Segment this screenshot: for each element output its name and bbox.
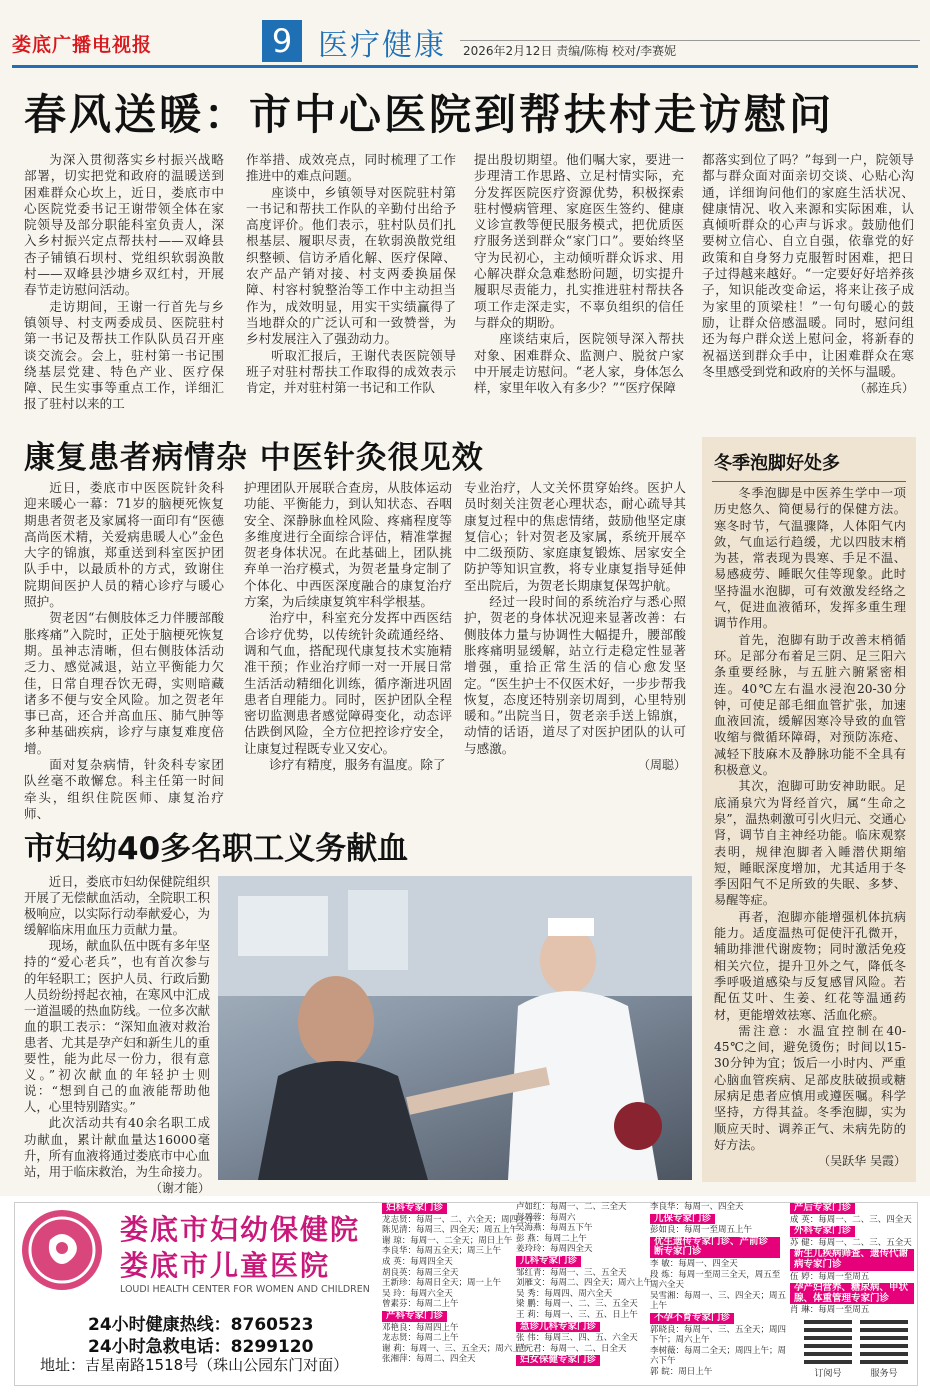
schedule-row: 刘雁文：每周二、四全天；周六上午 <box>516 1278 653 1289</box>
schedule-row: 卢如红：每周一、二、三全天 <box>516 1202 627 1212</box>
schedule-row: 成 英：每周四全天 <box>382 1256 453 1267</box>
schedule-row: 范元君：每周一、二、日全天 <box>516 1343 627 1354</box>
schedule-row: 张湘萍：每周二、四全天 <box>382 1354 476 1365</box>
article2-headline: 康复患者病情杂 中医针灸很见效 <box>24 440 484 476</box>
article1-byline: （郝连兵） <box>853 381 914 396</box>
article3-paragraph: 此次活动共有40余名职工成功献血，累计献血量达16000毫升，所有血液将通过娄底市中心血站，用于临床救治，为生命接力。 <box>24 1115 210 1179</box>
article2-column-3 <box>464 480 686 773</box>
sidebar-title: 冬季泡脚好处多 <box>714 453 840 474</box>
section-title: 医疗健康 <box>318 28 446 63</box>
divider <box>712 481 906 482</box>
hospital-name: 娄底市妇幼保健院 <box>120 1213 361 1246</box>
divider <box>460 40 920 41</box>
masthead <box>0 0 930 72</box>
qr-code-service-icon <box>860 1316 908 1364</box>
schedule-heading: 外科专家门诊 <box>790 1226 855 1237</box>
article2-paragraph: 专业治疗，人文关怀贯穿始终。医护人员时刻关注贺老心理状态，耐心疏导其康复过程中的焦虑情绪，鼓励他坚定康复信心；针对贺老及家属，系统开展卒中二级预防、家庭康复锻炼、居家安全防护等知识宣教，将专业康复指导延伸至出院后，为贺老长期康复保驾护航。 <box>464 480 686 593</box>
article1-column-4 <box>702 152 914 396</box>
dateline: 2026年2月12日 责编/陈梅 校对/李赛妮 <box>463 44 677 58</box>
emergency-hotline: 24小时急救电话：8299120 <box>88 1337 314 1357</box>
schedule-heading: 产后专家门诊 <box>790 1203 855 1214</box>
article2-column-1 <box>24 480 224 822</box>
sidebar-paragraph: 首先，泡脚有助于改善末梢循环。足部分布着足三阴、足三阳六条重要经脉，与五脏六腑紧密相连。40℃左右温水浸泡20-30分钟，可使足部毛细血管扩张，加速血液回流，缓解因寒冷导致的血管收缩与微循环障碍，对预防冻疮、减轻下肢麻木及静脉功能不全具有积极意义。 <box>714 632 906 778</box>
article1-paragraph: 走访期间，王谢一行首先与乡镇领导、村支两委成员、医院驻村第一书记及帮扶工作队队员召开座谈交流会。会上，驻村第一书记围绕基层党建、特色产业、医疗保障、民生实事等重点工作，详细汇报了驻村以来的工 <box>24 298 224 412</box>
schedule-row: 谢 琼：每周一、二全天；周日上午 <box>382 1235 513 1246</box>
schedule-heading: 妇科专家门诊 <box>382 1203 447 1214</box>
schedule-column-3 <box>650 1202 786 1378</box>
schedule-row: 曾素芬：每周二上午 <box>382 1299 459 1310</box>
article1-paragraph: 听取汇报后，王谢代表医院领导班子对驻村帮扶工作取得的成效表示肯定，并对驻村第一书记和工作队 <box>246 347 456 396</box>
article1-column-2 <box>246 152 456 396</box>
article2-paragraph: 面对复杂病情，针灸科专家团队丝毫不敢懈怠。科主任第一时间牵头，组织住院医师、康复治疗师、 <box>24 757 224 821</box>
schedule-row: 龙志贤：每周一、二、六全天；周四上午 <box>382 1214 536 1225</box>
blood-donation-photo <box>218 876 692 1180</box>
health-hotline: 24小时健康热线：8760523 <box>88 1315 314 1335</box>
article2-column-2 <box>244 480 452 773</box>
schedule-row: 王新珍：每周日全天；周一上午 <box>382 1278 502 1289</box>
article3-headline: 市妇幼40多名职工义务献血 <box>24 831 409 867</box>
schedule-heading: 妇女保健专家门诊 <box>516 1355 600 1366</box>
schedule-column-4 <box>790 1202 916 1316</box>
article2-paragraph: 经过一段时间的系统治疗与悉心照护，贺老的身体状况迎来显著改善：右侧肢体力量与协调性大幅提升，腰部酸胀疼痛明显缓解，站立行走稳定性显著增强，重拾正常生活的信心愈发坚定。“医生护士不仅医术好，一步步帮我恢复，态度还特别亲切周到，心里特别暖和。”出院当日，贺老亲手送上锦旗，动情的话语，道尽了对医护团队的认可与感激。 <box>464 594 686 756</box>
schedule-heading: 产科专家门诊 <box>382 1311 447 1322</box>
schedule-column-1 <box>382 1202 536 1365</box>
schedule-row: 彭如良：每周一至周五上午 <box>650 1225 753 1236</box>
schedule-row: 成 英：每周一、二、三、四全天 <box>790 1214 912 1225</box>
schedule-row: 陈见清：每周三、四全天；周五上午 <box>382 1225 519 1236</box>
schedule-heading: 新生儿疾病筛查、遗传代谢病专家门诊 <box>790 1249 914 1270</box>
schedule-row: 郭 皖：周日上午 <box>650 1366 713 1377</box>
schedule-row: 郭晓良：每周一、三、五全天；周四下午；周六上午 <box>650 1324 787 1346</box>
qr-label: 服务号 <box>870 1369 898 1379</box>
schedule-row: 谢 莉：每周一、三、五全天；周六上午 <box>382 1343 530 1354</box>
article2-paragraph: 护理团队开展联合查房，从肢体运动功能、平衡能力，到认知状态、吞咽安全、深静脉血栓风险、疼痛程度等多维度进行全面综合评估，精准掌握贺老身体状况。在此基础上，团队挑弃单一治疗模式，为贺老量身定制了个体化、中西医深度融合的康复治疗方案，为后续康复筑牢科学根基。 <box>244 480 452 610</box>
article3-paragraph: 现场，献血队伍中既有多年坚持的“爱心老兵”，也有首次参与的年轻职工；医护人员、行政后勤人员纷纷捋起衣袖，在寒风中汇成一道温暖的热血防线。一位多次献血的职工表示：“深知血液对救治患者、尤其是孕产妇和新生儿的重要性，能为此尽一份力，很有意义。”初次献血的年轻护士则说：“想到自己的血液能帮助他人，心里特别踏实。” <box>24 938 210 1115</box>
schedule-heading: 急诊儿科专家门诊 <box>516 1322 600 1333</box>
schedule-column-2 <box>516 1202 653 1367</box>
schedule-heading: 儿保专家门诊 <box>650 1214 715 1225</box>
sidebar-paragraph: 冬季泡脚是中医养生学中一项历史悠久、简便易行的保健方法。寒冬时节，气温骤降，人体阳气内敛，气血运行趋缓，尤以四肢末梢为甚，常表现为畏寒、手足不温、易感疲劳、睡眠欠佳等现象。此时坚持温水泡脚，可有效激发经络之气，促进血液循环，发挥多重生理调节作用。 <box>714 486 906 631</box>
schedule-row: 李良华：每周五全天；周三上午 <box>382 1246 502 1257</box>
article1-paragraph: 座谈结束后，医院领导深入帮扶对象、困难群众、监测户、脱贫户家中开展走访慰问。“老人家，身体怎么样，家里年收入有多少？”“医疗保障 <box>474 331 684 396</box>
article2-paragraph: 近日，娄底市中医医院针灸科迎来暖心一幕：71岁的脑梗死恢复期患者贺老及家属将一面印有“医德高尚医术精，关爱病患暖人心”金色大字的锦旗，郑重送到科室医护团队手中，以最质朴的方式，致谢住院期间医护人员的精心诊疗与暖心照护。 <box>24 480 224 610</box>
schedule-row: 邹红青：每周一、三、五全天 <box>516 1267 627 1278</box>
schedule-row: 伍 婷：每周一至周五 <box>790 1271 870 1282</box>
article1-paragraph: 为深入贯彻落实乡村振兴战略部署，切实把党和政府的温暖送到困难群众心坎上，近日，娄底市中心医院党委书记王谢带领全体在家院领导及部分职能科室负责人，深入乡村振兴定点帮扶村——双峰县杏子铺镇石坝村、党组织软弱涣散村——双峰县沙塘乡双红村，开展春节走访慰问活动。 <box>24 152 224 298</box>
schedule-heading: 儿科专家门诊 <box>516 1256 581 1267</box>
schedule-row: 王 莉：每周一、三、五、日上午 <box>516 1309 638 1320</box>
schedule-row: 邓艳良：每周四上午 <box>382 1322 459 1333</box>
article2-byline: （周聪） <box>637 758 686 773</box>
sidebar-body <box>714 485 906 1169</box>
schedule-row: 张 伟：每周三、四、五、六全天 <box>516 1333 638 1344</box>
schedule-heading: 不孕不育专家门诊 <box>650 1313 734 1324</box>
article2-paragraph: 治疗中，科室充分发挥中西医结合诊疗优势，以传统针灸疏通经络、调和气血，搭配现代康复技术实施精准干预；作业治疗师一对一开展日常生活活动精细化训练，循序渐进巩固患者自理能力。同时，医护团队全程密切监测患者感觉障碍变化，动态评估跌倒风险，全方位把控诊疗安全，让康复过程既专业又安心。 <box>244 610 452 756</box>
hospital-address: 地址：吉星南路1518号（珠山公园东门对面） <box>40 1356 349 1374</box>
article2-paragraph: 贺老因“右侧肢体乏力伴腰部酸胀疼痛”入院时，正处于脑梗死恢复期。虽神志清晰，但右侧肢体活动乏力、感觉减退，站立平衡能力欠佳，日常自理吞饮无碍，实则暗藏诸多不便与安全风险。加之贺老年事已高，还合并高血压、肺气肿等多种基础疾病，诊疗与康复难度倍增。 <box>24 610 224 756</box>
schedule-row: 彭碧蓉：每周六 <box>516 1212 576 1223</box>
photo-illustration <box>218 876 692 1180</box>
article3-paragraph: 近日，娄底市妇幼保健院组织开展了无偿献血活动，全院职工积极响应，以实际行动奉献爱心，为缓解临床用血压力贡献力量。 <box>24 874 210 938</box>
schedule-row: 吴 玲：每周六全天 <box>382 1288 453 1299</box>
schedule-row: 段 炼：每周一至周三全天，周五至周六全天 <box>650 1269 781 1291</box>
schedule-row: 彭 燕：每周二上午 <box>516 1233 587 1244</box>
schedule-row: 李 敏：每周一、四全天 <box>650 1258 738 1269</box>
schedule-row: 肖 琳：每周一至周五 <box>790 1305 870 1316</box>
schedule-row: 吴 秀：每周四、周六全天 <box>516 1288 613 1299</box>
article1-headline: 春风送暖：市中心医院到帮扶村走访慰问 <box>24 90 835 139</box>
sidebar-paragraph: 其次，泡脚可助安神助眠。足底涌泉穴为肾经首穴，属“生命之泉”，温热刺激可引火归元、交通心肾，调节自主神经功能。临床观察表明，规律泡脚者入睡潜伏期缩短，睡眠深度增加，尤其适用于冬季因阳气不足所致的失眠、多梦、易醒等症。 <box>714 779 906 908</box>
schedule-row: 龙志贤：每周二上午 <box>382 1333 459 1344</box>
schedule-heading: 优生遗传专家门诊、产前诊断专家门诊 <box>650 1237 780 1258</box>
schedule-row: 李树薇：每周二全天；周四上午；周六下午 <box>650 1345 787 1367</box>
article1-paragraph: 座谈中，乡镇领导对医院驻村第一书记和帮扶工作队的辛勤付出给予高度评价。他们表示，驻村队员们扎根基层、履职尽责，在软弱涣散党组织整顿、信访矛盾化解、医疗保障、农产品产销对接、村支两委换届保障、村容村貌整治等工作中主动担当作为，成效明显，用实干实绩赢得了当地群众的广泛认可和一致赞誉，为乡村发展注入了强劲动力。 <box>246 184 456 347</box>
article3-byline: （谢才能） <box>149 1180 210 1195</box>
article1-column-3 <box>474 152 684 396</box>
paper-name: 娄底广播电视报 <box>12 34 153 56</box>
article1-paragraph: 提出殷切期望。他们嘱大家，要进一步理清工作思路、立足村情实际，充分发挥医院医疗资源优势，积极探索驻村慢病管理、家庭医生签约、健康义诊宣教等便民服务模式，把优质医疗服务送到群众“家门口”。要始终坚守为民初心，主动倾听群众诉求、用心解决群众急难愁盼问题，切实提升履职尽责能力，扎实推进驻村帮扶各项工作走深走实，不辜负组织的信任与群众的期盼。 <box>474 152 684 330</box>
sidebar-byline: （吴跃华 吴霞） <box>818 1154 906 1169</box>
schedule-row: 胡良英：每周三全天 <box>382 1267 459 1278</box>
article1-column-1 <box>24 152 224 413</box>
article1-paragraph: 都落实到位了吗？”每到一户，院领导都与群众面对面亲切交谈、心贴心沟通，详细询问他们的家庭生活状况、健康情况、收入来源和实际困难，认真倾听群众的心声与诉求。鼓励他们要树立信心、自立自强，依靠党的好政策和自身努力克服暂时困难，把日子过得越来越好。“一定要好好培养孩子，知识能改变命运，将来让孩子成为家里的顶梁柱！”一句句暖心的鼓励，让群众倍感温暖。同时，慰问组还为每户群众送上慰问金，将新春的祝福送到群众手中，让困难群众在寒冬里感受到党和政府的关怀与温暖。 <box>702 152 914 379</box>
health-tips-sidebar <box>702 437 916 1182</box>
schedule-row: 吴雪湘：每周一、三、四全天；周五上午 <box>650 1290 787 1312</box>
divider <box>12 65 918 68</box>
hospital-logo-icon <box>22 1210 102 1290</box>
qr-label: 订阅号 <box>814 1369 842 1379</box>
schedule-heading: 孕产妇营养、糖尿病、甲状腺、体重管理专家门诊 <box>790 1283 914 1304</box>
hospital-english-name: LOUDI HEALTH CENTER FOR WOMEN AND CHILDREN <box>120 1284 370 1295</box>
sidebar-paragraph: 再者，泡脚亦能增强机体抗病能力。适度温热可促使汗孔微开，辅助排泄代谢废物；同时激活免疫相关穴位，提升卫外之气，降低冬季呼吸道感染与反复感冒风险。若配伍艾叶、生姜、红花等温通药材，更能增效祛寒、活血化瘀。 <box>714 909 906 1022</box>
article1-paragraph: 作举措、成效亮点，同时梳理了工作推进中的难点问题。 <box>246 152 456 184</box>
schedule-row: 姜玲玲：每周四全天 <box>516 1244 593 1255</box>
schedule-row: 苏 健：每周一、二、三、五全天 <box>790 1237 912 1248</box>
article3-column <box>24 874 210 1196</box>
schedule-row: 李良华：每周一、四全天 <box>650 1202 744 1212</box>
article2-paragraph: 诊疗有精度，服务有温度。除了 <box>269 757 446 773</box>
schedule-row: 吴海燕：每周五下午 <box>516 1223 593 1234</box>
hospital-name-secondary: 娄底市儿童医院 <box>120 1249 331 1282</box>
qr-code-subscription-icon <box>804 1316 852 1364</box>
sidebar-paragraph: 需注意：水温宜控制在40-45℃之间，避免烫伤；时间以15-30分钟为宜；饭后一小时内、严重心脑血管疾病、足部皮肤破损或糖尿病足患者应慎用或遵医嘱。科学坚持，方得其益。冬季泡脚，实为顺应天时、调养正气、未病先防的好方法。 <box>714 1023 906 1152</box>
page-number: 9 <box>262 20 302 62</box>
schedule-row: 梁 鹏：每周一、二、三、五全天 <box>516 1299 638 1310</box>
